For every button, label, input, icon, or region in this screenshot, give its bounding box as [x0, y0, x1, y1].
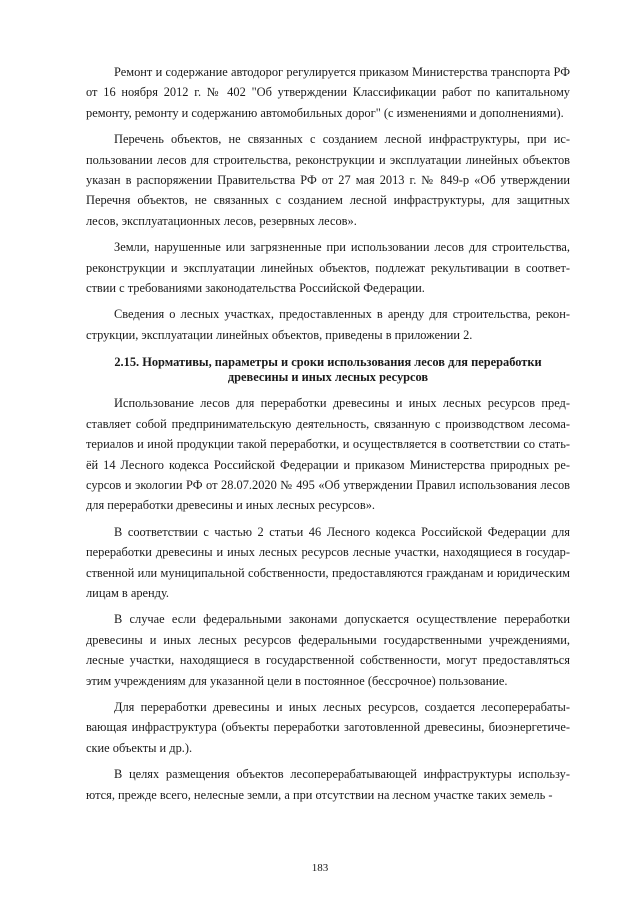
paragraph-infrastructure: Для переработки древесины и иных лесных ресурсов, создается лесоперерабатывающая инфраструктура (объекты переработки заготовленной древесины, биоэнергетические объекты и др.). [86, 699, 570, 755]
section-heading-line-1: 2.15. Нормативы, параметры и сроки использования лесов для переработки [114, 355, 542, 370]
section-heading-line-2: древесины и иных лесных ресурсов [227, 370, 429, 385]
paragraph-article-46: В соответствии с частью 2 статьи 46 Лесного кодекса Российской Федерации для переработки древесины и иных лесных ресурсов лесные участки, находящиеся в государственной или муниципальной собственности, предоставляются гражданам и юридическим лицам в аренду. [86, 524, 570, 600]
paragraph-road-maintenance: Ремонт и содержание автодорог регулируется приказом Министерства транспорта РФ от 16 ноября 2012 г. № 402 "Об утверждении Классификации работ по капитальному ремонту, ремонту и содержанию автомобильных дорог" (с изменениями и дополнениями). [86, 65, 570, 120]
paragraph-wood-processing: Использование лесов для переработки древесины и иных лесных ресурсов представляет собой предпринимательскую деятельность, связанную с производством лесоматериалов и иной продукции такой переработки, и осуществляется в соответствии со статьёй 14 Лесного кодекса Российской Федерации и приказом Министерства природных ресурсов и экологии РФ от 28.07.2020 № 495 «Об утверждении Правил использования лесов для переработки древесины и иных лесных ресурсов». [86, 396, 570, 513]
page-number: 183 [311, 862, 329, 874]
paragraph-federal-institutions: В случае если федеральными законами допускается осуществление переработки древесины и иных лесных ресурсов федеральными государственными учреждениями, лесные участки, находящиеся в государственной собственности, могут предоставляться этим учреждениям для указанной цели в постоянное (бессрочное) пользование. [86, 612, 570, 688]
paragraph-lease-info: Сведения о лесных участках, предоставленных в аренду для строительства, реконструкции, эксплуатации линейных объектов, приведены в приложении 2. [86, 307, 570, 342]
section-heading [86, 355, 570, 385]
paragraph-non-forest-lands: В целях размещения объектов лесоперерабатывающей инфраструктуры используются, прежде всего, нелесные земли, а при отсутствии на лесном участке таких земель - [86, 767, 570, 802]
paragraph-land-recultivation: Земли, нарушенные или загрязненные при использовании лесов для строительства, реконструкции и эксплуатации линейных объектов, подлежат рекультивации в соответствии с требованиями законодательства Российской Федерации. [86, 240, 570, 296]
paragraph-objects-list: Перечень объектов, не связанных с созданием лесной инфраструктуры, при использовании лесов для строительства, реконструкции и эксплуатации линейных объектов указан в распоряжении Правительства РФ от 27 мая 2013 г. № 849-р «Об утверждении Перечня объектов, не связанных с созданием лесной инфраструктуры, для защитных лесов, эксплуатационных лесов, резервных лесов». [86, 132, 570, 228]
page-content [86, 62, 570, 811]
